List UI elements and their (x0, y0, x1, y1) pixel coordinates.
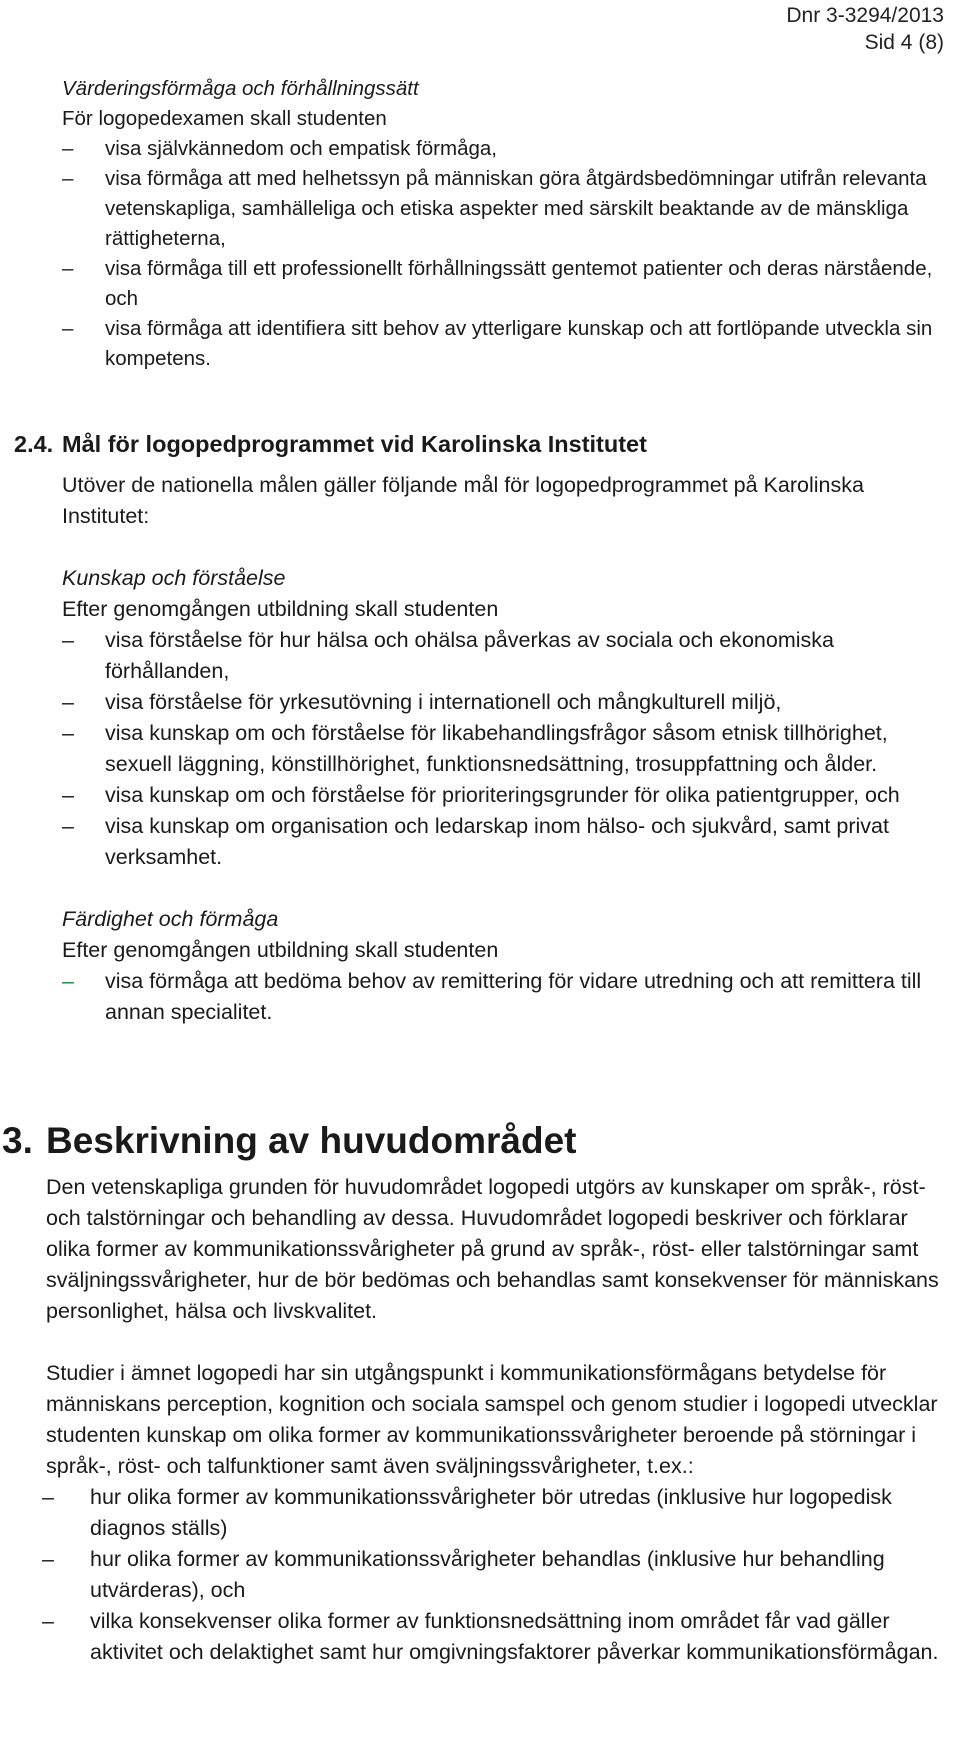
knowledge-list (62, 625, 954, 873)
knowledge-heading: Kunskap och förståelse (62, 566, 286, 590)
section-title: Beskrivning av huvudområdet (46, 1120, 577, 1161)
list-item: – visa förståelse för yrkesutövning i internationell och mångkulturell miljö, (62, 687, 954, 718)
section-2-4-heading (14, 428, 647, 460)
knowledge-intro: Efter genomgången utbildning skall studenten (62, 597, 499, 621)
list-item: – visa kunskap om organisation och ledarskap inom hälso- och sjukvård, samt privat verksamhet. (62, 811, 954, 873)
list-item: – visa förmåga till ett professionellt förhållningssätt gentemot patienter och deras närstående, och (62, 254, 954, 314)
section-3-list (42, 1482, 954, 1668)
section-title: Mål för logopedprogrammet vid Karolinska Institutet (62, 431, 647, 457)
list-item: – visa förmåga att med helhetssyn på människan göra åtgärdsbedömningar utifrån relevanta vetenskapliga, samhälleliga och etiska aspekter med särskilt beaktande av de mänskliga rättigheterna, (62, 164, 954, 254)
list-item: – visa självkännedom och empatisk förmåga, (62, 134, 954, 164)
values-intro: För logopedexamen skall studenten (62, 107, 387, 130)
list-item: – visa förmåga att bedöma behov av remittering för vidare utredning och att remittera till annan specialitet. (62, 966, 954, 1028)
list-item: – visa förmåga att identifiera sitt behov av ytterligare kunskap och att fortlöpande utveckla sin kompetens. (62, 314, 954, 374)
paragraph: Den vetenskapliga grunden för huvudområdet logopedi utgörs av kunskaper om språk-, röst- och talstörningar och behandling av dessa. Huvudområdet logopedi beskriver och förklarar olika former av kommunikationssvårigheter på grund av språk-, röst- eller talstörningar samt sväljningssvårigheter, hur de bör bedömas och behandlas samt konsekvenser för människans personlighet, hälsa och livskvalitet. (46, 1175, 939, 1323)
list-item: – visa kunskap om och förståelse för likabehandlingsfrågor såsom etnisk tillhörighet, sexuell läggning, könstillhörighet, funktionsnedsättning, trosuppfattning och ålder. (62, 718, 954, 780)
values-section (62, 74, 954, 374)
section-3-heading (2, 1118, 576, 1164)
skills-list (62, 966, 954, 1028)
values-list (62, 134, 954, 374)
list-item: – hur olika former av kommunikationssvårigheter behandlas (inklusive hur behandling utvärderas), och (42, 1544, 954, 1606)
paragraph: Studier i ämnet logopedi har sin utgångspunkt i kommunikationsförmågans betydelse för människans perception, kognition och sociala samspel och genom studier i logopedi utvecklar studenten kunskap om olika former av kommunikationssvårigheter beroende på störningar i språk-, röst- och talfunktioner samt även sväljningssvårigheter, t.ex.: (46, 1361, 938, 1478)
skills-intro: Efter genomgången utbildning skall studenten (62, 938, 499, 962)
section-number: 3. (2, 1120, 33, 1161)
list-item: – vilka konsekvenser olika former av funktionsnedsättning inom området får vad gäller aktivitet och delaktighet samt hur omgivningsfaktorer påverkar kommunikationsförmågan. (42, 1606, 954, 1668)
skills-heading: Färdighet och förmåga (62, 907, 279, 931)
section-intro: Utöver de nationella målen gäller följande mål för logopedprogrammet på Karolinska Institutet: (62, 473, 864, 528)
section-2-4-body (62, 470, 954, 1028)
list-item: – visa förståelse för hur hälsa och ohälsa påverkas av sociala och ekonomiska förhållanden, (62, 625, 954, 687)
page-header (786, 2, 944, 56)
list-item: – hur olika former av kommunikationssvårigheter bör utredas (inklusive hur logopedisk diagnos ställs) (42, 1482, 954, 1544)
list-item: – visa kunskap om och förståelse för prioriteringsgrunder för olika patientgrupper, och (62, 780, 954, 811)
section-number: 2.4. (14, 431, 54, 457)
document-number: Dnr 3-3294/2013 (786, 4, 944, 27)
section-3-body (46, 1172, 954, 1668)
page-number: Sid 4 (8) (864, 31, 944, 54)
values-heading: Värderingsförmåga och förhållningssätt (62, 77, 419, 100)
